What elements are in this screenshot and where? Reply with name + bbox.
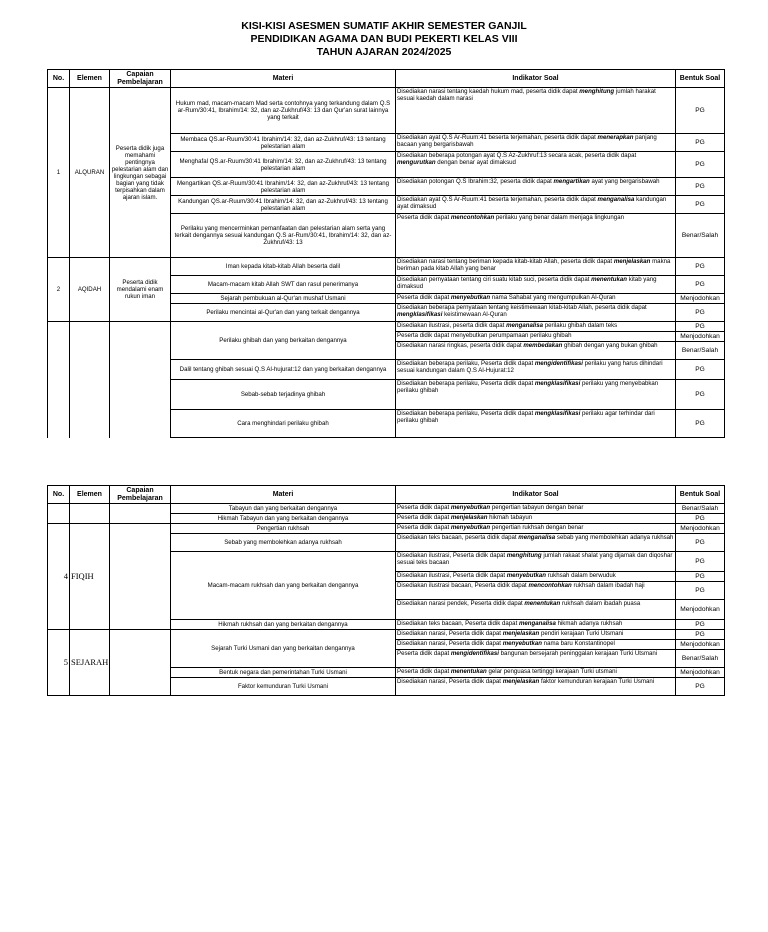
indikator-text: Disediakan ayat Q.S Ar-Ruum:41 beserta terjemahan, peserta didik dapat [397,196,598,203]
indikator-keyword: menganalisa [518,620,556,627]
indikator-cell [396,524,676,534]
bentuk-soal-cell: PG [676,276,725,294]
indikator-text: Peserta didik dapat [397,514,451,521]
indikator-text-end: hikmah adanya rukhsah [555,620,623,627]
materi-cell: Perilaku mencintai al-Qur'an dan yang terkait dengannya [171,304,396,322]
bentuk-soal-cell: PG [676,582,725,600]
bentuk-soal-cell: PG [676,380,725,410]
indikator-cell [396,514,676,524]
header-capaian: Capaian Pembelajaran [110,70,171,88]
materi-cell: Mengartikan QS.ar-Ruum/30:41 Ibrahim/14: 32, dan az-Zukhruf/43: 13 tentang pelestarian alam [171,178,396,196]
materi-cell: Iman kepada kitab-kitab Allah beserta dalil [171,258,396,276]
materi-cell: Dalil tentang ghibah sesuai Q.S Al-hujurat:12 dan yang berkaitan dengannya [171,360,396,380]
indikator-text-end: keistimewaan Al-Quran [442,311,507,318]
indikator-text: Disediakan pernyataan tentang ciri suatu kitab suci, peserta didik dapat [397,276,592,283]
indikator-text: Disediakan beberapa perilaku, Peserta didik dapat [397,410,535,417]
indikator-text-end: ayat yang bergarisbawah [589,178,660,185]
no-cell [48,322,70,438]
indikator-text: Disediakan ilustrasi, Peserta didik dapat [397,552,507,559]
title-line-2: PENDIDIKAN AGAMA DAN BUDI PEKERTI KELAS VIII [250,33,518,45]
indikator-cell [396,258,676,276]
materi-cell: Kandungan QS.ar-Ruum/30:41 Ibrahim/14: 32, dan az-Zukhruf/43: 13 tentang pelestarian alam [171,196,396,214]
indikator-keyword: menganalisa [518,534,556,541]
indikator-keyword: mengklasifikasi [397,311,443,318]
bentuk-soal-cell: PG [676,534,725,552]
indikator-keyword: menganalisa [597,196,635,203]
no-cell [48,630,70,696]
indikator-text-end: gelar penguasa tertinggi kerajaan Turki utsmani [486,668,617,675]
indikator-text: Disediakan beberapa potongan ayat Q.S Az-Zukhruf:13 secara acak, peserta didik dapat [397,152,637,159]
materi-cell: Macam-macam rukhsah dan yang berkaitan dengannya [171,552,396,620]
indikator-text: Disediakan narasi, Peserta didik dapat [397,678,503,685]
indikator-cell [396,276,676,294]
kisi-kisi-table-2 [47,485,725,696]
indikator-cell [396,322,676,332]
indikator-keyword: menyebutkan [506,572,547,579]
indikator-text: Disediakan teks bacaan, peserta didik dapat [397,534,519,541]
title-line-1: KISI-KISI ASESMEN SUMATIF AKHIR SEMESTER GANJIL [241,20,527,32]
bentuk-soal-cell: PG [676,304,725,322]
materi-cell: Perilaku ghibah dan yang berkaitan dengannya [171,322,396,360]
table-row [48,524,725,534]
indikator-cell [396,178,676,196]
indikator-cell [396,304,676,322]
header-no: No. [48,70,70,88]
no-cell [48,504,70,524]
bentuk-soal-cell: Menjodohkan [676,524,725,534]
indikator-cell [396,678,676,696]
indikator-keyword: menjelaskan [450,514,488,521]
elemen-cell [70,524,110,630]
indikator-keyword: mengklasifikasi [534,380,581,387]
indikator-keyword: menjelaskan [613,258,651,265]
indikator-keyword: menentukan [524,600,561,607]
indikator-keyword: menerapkan [597,134,634,141]
indikator-text: Disediakan narasi, Peserta didik dapat [397,630,503,637]
indikator-cell [396,620,676,630]
bentuk-soal-cell: PG [676,322,725,332]
indikator-text-end: perilaku yang menyebabkan perilaku ghibah [397,380,659,394]
bentuk-soal-cell: PG [676,630,725,640]
indikator-text: Peserta didik dapat [397,650,451,657]
bentuk-soal-cell: PG [676,134,725,152]
indikator-text-end: pendiri kerajaan Turki Utsmani [539,630,624,637]
indikator-text: Disediakan potongan Q.S Ibrahim:32, peserta didik dapat [397,178,554,185]
indikator-keyword: menyebutkan [502,640,542,647]
bentuk-soal-cell: PG [676,258,725,276]
indikator-cell [396,380,676,410]
indikator-keyword: menganalisa [506,322,543,329]
materi-cell: Tabayun dan yang berkaitan dengannya [171,504,396,514]
indikator-cell [396,342,676,360]
bentuk-soal-cell: PG [676,678,725,696]
indikator-text: Peserta didik dapat menyebutkan perumpamaan perilaku ghibah [397,332,572,339]
indikator-text-end: perilaku agar terhindar dari perilaku ghibah [397,410,655,424]
indikator-text-end: rukhsah dalam berwuduk [546,572,616,579]
indikator-cell [396,332,676,342]
elemen-cell [70,504,110,524]
bentuk-soal-cell: PG [676,152,725,178]
indikator-text-end: kandungan ayat dimaksud [397,196,667,210]
table-row [48,630,725,640]
indikator-text-end: ghibah dengan yang bukan ghibah [562,342,658,349]
indikator-cell [396,650,676,668]
materi-cell: Faktor kemunduran Turki Usmani [171,678,396,696]
elemen-cell: ALQURAN [70,88,110,258]
document-title [0,20,768,59]
bentuk-soal-cell: PG [676,552,725,572]
indikator-text-end: jumlah rakaat shalat yang dijamak dan diqoshar sesuai teks bacaan [397,552,673,566]
indikator-text: Disediakan narasi ringkas, peserta didik dapat [397,342,524,349]
indikator-keyword: menjelaskan [502,630,540,637]
indikator-text: Peserta didik dapat [397,668,451,675]
header-materi: Materi [171,486,396,504]
materi-cell: Menghafal QS.ar-Ruum/30:41 Ibrahim/14: 32, dan az-Zukhruf/43: 13 tentang pelestarian alam [171,152,396,178]
table-row [48,88,725,134]
indikator-text: Disediakan beberapa perilaku, Peserta didik dapat [397,360,535,367]
capaian-cell [110,504,171,524]
elemen-cell [70,322,110,438]
indikator-keyword: mengidentifikasi [450,650,499,657]
materi-cell: Sejarah Turki Usmani dan yang berkaitan dengannya [171,630,396,668]
indikator-text: Disediakan teks bacaan, Peserta didik dapat [397,620,519,627]
indikator-text: Disediakan narasi, Peserta didik dapat [397,640,503,647]
table-row [48,258,725,276]
bentuk-soal-cell: Menjodohkan [676,294,725,304]
header-capaian: Capaian Pembelajaran [110,486,171,504]
indikator-cell [396,640,676,650]
capaian-cell [110,524,171,630]
capaian-cell: Peserta didik mendalami enam rukun iman [110,258,171,322]
materi-cell: Perilaku yang mencerminkan pemanfaatan dan pelestarian alam serta yang terkait dengannya sesuai kandungan Q.S ar-Rum/30:41, Ibrahim/14: 32, dan az-Zukhruf/43: 13 [171,214,396,258]
materi-cell: Sebab-sebab terjadinya ghibah [171,380,396,410]
indikator-text: Disediakan ilustrasi bacaan, Peserta didik dapat [397,582,529,589]
no-value: 4 [63,571,68,581]
indikator-keyword: menyebutkan [450,524,491,531]
indikator-text-end: nama Sahabat yang mengumpulkan Al-Quran [490,294,616,301]
bentuk-soal-cell: Menjodohkan [676,640,725,650]
indikator-keyword: menentukan [450,668,487,675]
indikator-cell [396,410,676,438]
indikator-text: Disediakan beberapa pernyataan tentang keistimewaan kitab-kitab Allah, peserta didik dapat [397,304,647,311]
indikator-text: Peserta didik dapat [397,214,451,221]
bentuk-soal-cell: PG [676,620,725,630]
indikator-cell [396,88,676,134]
indikator-text-end: panjang bacaan yang bergarisbawah [397,134,657,148]
kisi-kisi-table-1 [47,69,725,438]
indikator-keyword: mengurutkan [397,159,436,166]
materi-cell: Hukum mad, macam-macam Mad serta contohnya yang terkandung dalam Q.S ar-Rum/30:41, Ibrahim/14: 32, dan az-Zukhruf/43: 13 dan Qur'an surat lainnya yang terkait [171,88,396,134]
indikator-keyword: menyebutkan [450,504,491,511]
indikator-keyword: menghitung [506,552,542,559]
indikator-text-end: perilaku yang harus dihindari sesuai kandungan dalam Q.S Al-Hujurat:12 [397,360,663,374]
indikator-cell [396,152,676,178]
indikator-cell [396,630,676,640]
bentuk-soal-cell: Benar/Salah [676,650,725,668]
indikator-text-end: rukhsah dalam ibadah haji [571,582,645,589]
header-no: No. [48,486,70,504]
capaian-cell: Peserta didik juga memahami pentingnya pelestarian alam dan lingkungan sebagai bagian yang tidak terpisahkan dalam ajaran islam. [110,88,171,258]
indikator-cell [396,600,676,620]
indikator-cell [396,196,676,214]
bentuk-soal-cell: PG [676,410,725,438]
materi-cell: Cara menghindari perilaku ghibah [171,410,396,438]
indikator-text-end: nama baru Konstantinopel [541,640,615,647]
header-indikator: Indikator Soal [396,486,676,504]
elemen-cell [70,630,110,696]
indikator-keyword: mengidentifikasi [534,360,583,367]
bentuk-soal-cell: Menjodohkan [676,600,725,620]
no-cell: 1 [48,88,70,258]
indikator-keyword: menyebutkan [450,294,491,301]
materi-cell: Sejarah pembukuan al-Qur'an mushaf Usmani [171,294,396,304]
no-cell [48,524,70,630]
indikator-text: Disediakan narasi tentang kaedah hukum mad, peserta didik dapat [397,88,580,95]
indikator-cell [396,582,676,600]
indikator-text: Peserta didik dapat [397,524,451,531]
indikator-text-end: bangunan bersejarah peninggalan kerajaan Turki Utsmani [498,650,658,657]
header-elemen: Elemen [70,70,110,88]
indikator-keyword: membedakan [523,342,563,349]
bentuk-soal-cell: Benar/Salah [676,214,725,258]
bentuk-soal-cell: PG [676,88,725,134]
indikator-text: Disediakan narasi pendek, Peserta didik dapat [397,600,525,607]
materi-cell: Membaca QS.ar-Ruum/30:41 Ibrahim/14: 32, dan az-Zukhruf/43: 13 tentang pelestarian alam [171,134,396,152]
indikator-text-end: perilaku yang benar dalam menjaga lingkungan [494,214,624,221]
indikator-keyword: mencontohkan [450,214,495,221]
indikator-text: Disediakan beberapa perilaku, Peserta didik dapat [397,380,535,387]
header-bentuk: Bentuk Soal [676,486,725,504]
indikator-text: Disediakan ayat Q.S Ar-Ruum:41 beserta terjemahan, peserta didik dapat [397,134,598,141]
bentuk-soal-cell: PG [676,178,725,196]
indikator-cell [396,214,676,258]
indikator-text-end: dengan benar ayat dimaksud [435,159,516,166]
materi-cell: Pengertian rukhsah [171,524,396,534]
bentuk-soal-cell: PG [676,196,725,214]
materi-cell: Sebab yang membolehkan adanya rukhsah [171,534,396,552]
bentuk-soal-cell: Menjodohkan [676,668,725,678]
indikator-text: Disediakan narasi tentang beriman kepada kitab-kitab Allah, peserta didik dapat [397,258,614,265]
indikator-cell [396,504,676,514]
elemen-cell: AQIDAH [70,258,110,322]
header-elemen: Elemen [70,486,110,504]
table-row [48,504,725,514]
indikator-cell [396,360,676,380]
elemen-value: SEJARAH [71,657,109,667]
indikator-keyword: menghitung [579,88,615,95]
no-cell: 2 [48,258,70,322]
indikator-cell [396,294,676,304]
elemen-value: FIQIH [71,571,94,581]
indikator-keyword: mengklasifikasi [534,410,581,417]
indikator-cell [396,534,676,552]
materi-cell: Hikmah Tabayun dan yang berkaitan dengannya [171,514,396,524]
indikator-cell [396,668,676,678]
header-materi: Materi [171,70,396,88]
header-indikator: Indikator Soal [396,70,676,88]
indikator-keyword: mencontohkan [528,582,572,589]
indikator-text: Disediakan ilustrasi, Peserta didik dapat [397,572,507,579]
indikator-text-end: hikmah tabayun [487,514,533,521]
indikator-text-end: sebab yang membolehkan adanya rukhsah [555,534,674,541]
capaian-cell [110,322,171,438]
materi-cell: Macam-macam kitab Allah SWT dan rasul penerimanya [171,276,396,294]
indikator-text-end: kitab yang dimaksud [397,276,657,290]
indikator-text: Disediakan ilustrasi, peserta didik dapat [397,322,507,329]
bentuk-soal-cell: PG [676,360,725,380]
indikator-text-end: rukhsah dalam ibadah puasa [560,600,641,607]
header-bentuk: Bentuk Soal [676,70,725,88]
no-value: 5 [63,657,68,667]
indikator-text-end: faktor kemunduran kerajaan Turki Usmani [539,678,655,685]
bentuk-soal-cell: Benar/Salah [676,504,725,514]
indikator-keyword: mengartikan [553,178,590,185]
materi-cell: Hikmah rukhsah dan yang berkaitan dengannya [171,620,396,630]
materi-cell: Bentuk negara dan pemerintahan Turki Usmani [171,668,396,678]
bentuk-soal-cell: PG [676,572,725,582]
indikator-cell [396,572,676,582]
table-row [48,322,725,332]
bentuk-soal-cell: Benar/Salah [676,342,725,360]
indikator-text-end: jumlah harakat sesuai kaedah dalam narasi [397,88,656,102]
indikator-text-end: pengertian tabayun dengan benar [490,504,584,511]
indikator-cell [396,134,676,152]
capaian-cell [110,630,171,696]
indikator-text-end: pengertian rukhsah dengan benar [490,524,584,531]
title-line-3: TAHUN AJARAN 2024/2025 [316,46,452,58]
indikator-text-end: perilaku ghibah dalam teks [543,322,618,329]
indikator-text-end: makna beriman pada kitab Allah yang benar [397,258,671,272]
indikator-cell [396,552,676,572]
indikator-keyword: menentukan [591,276,628,283]
indikator-keyword: menjelaskan [502,678,540,685]
indikator-text: Peserta didik dapat [397,504,451,511]
indikator-text: Peserta didik dapat [397,294,451,301]
bentuk-soal-cell: PG [676,514,725,524]
bentuk-soal-cell: Menjodohkan [676,332,725,342]
